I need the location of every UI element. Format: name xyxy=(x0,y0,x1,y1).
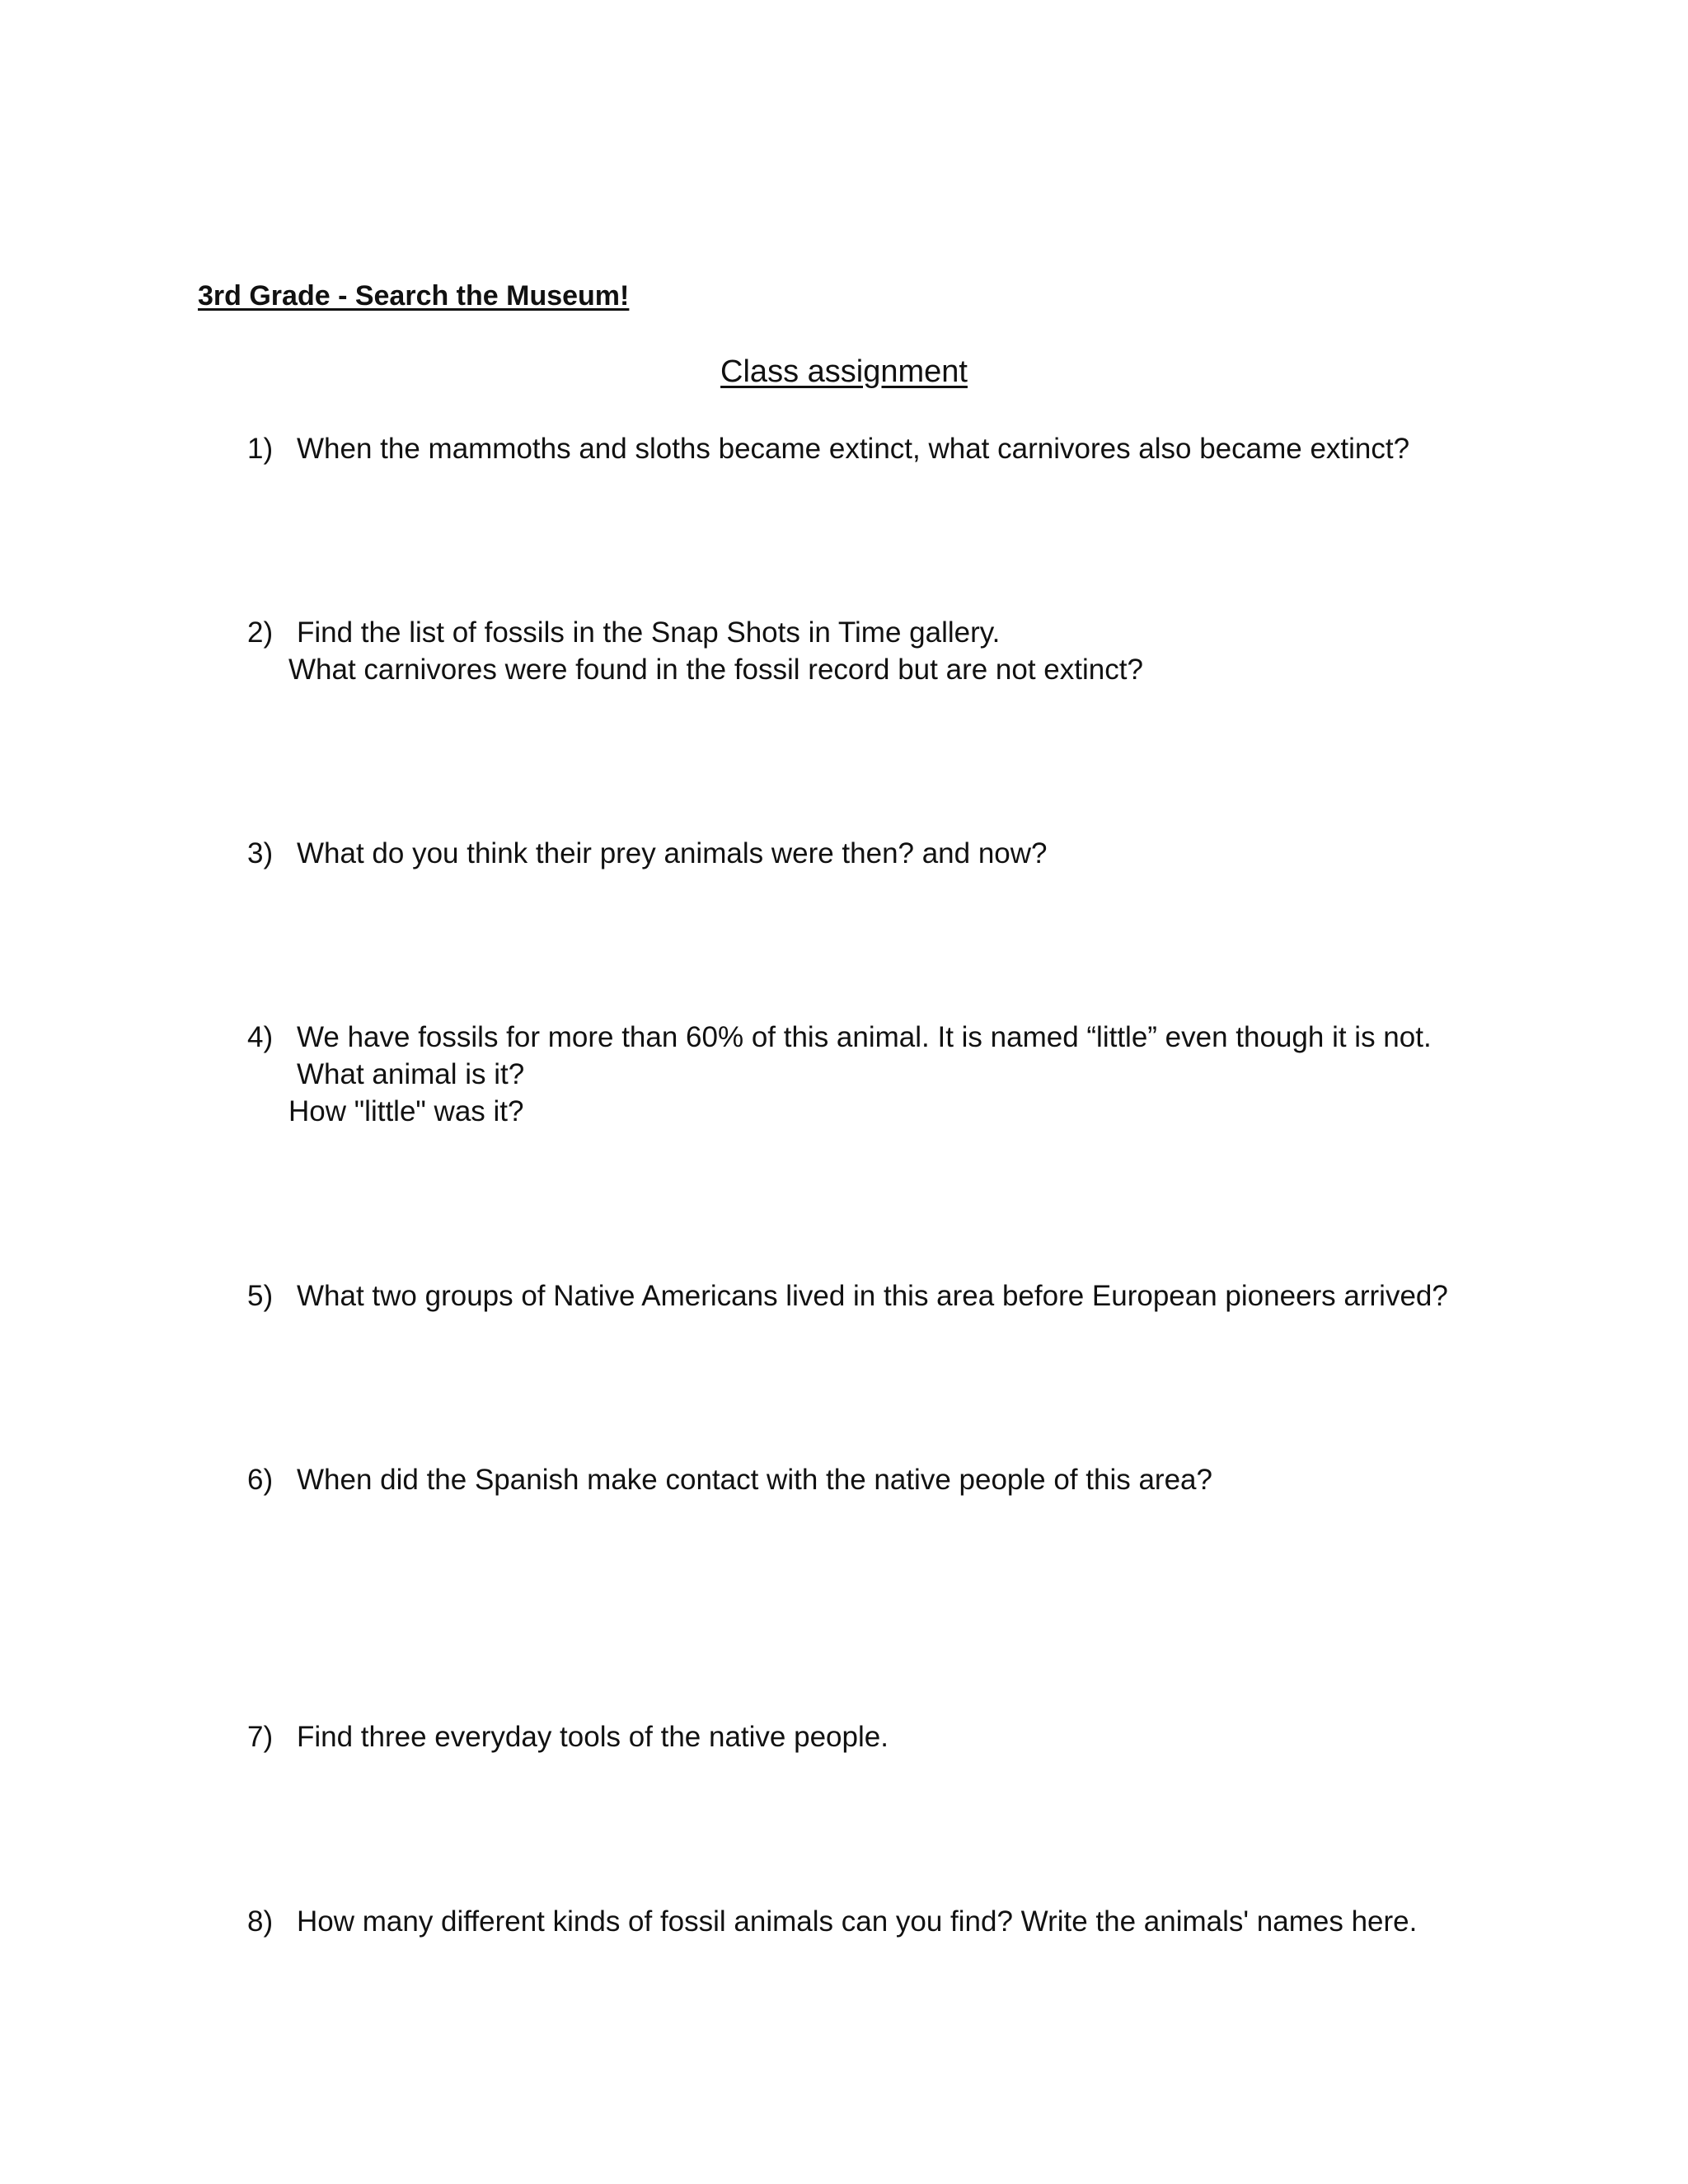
question-number: 8) xyxy=(247,1905,274,1938)
question-text: What two groups of Native Americans lived in this area before European pioneers arrived? xyxy=(297,1280,1448,1312)
question-number: 6) xyxy=(247,1464,274,1496)
worksheet-title: 3rd Grade - Search the Museum! xyxy=(198,280,630,312)
question-text: When the mammoths and sloths became extinct, what carnivores also became extinct? xyxy=(297,433,1410,465)
question-number: 4) xyxy=(247,1021,274,1053)
question-text: What do you think their prey animals were then? and now? xyxy=(297,837,1048,869)
question-text-continued: What carnivores were found in the fossil record but are not extinct? xyxy=(288,654,1143,686)
question-number: 7) xyxy=(247,1721,274,1753)
worksheet-subtitle: Class assignment xyxy=(720,354,968,389)
question-text: When did the Spanish make contact with the native people of this area? xyxy=(297,1464,1212,1496)
question-text: Find the list of fossils in the Snap Shots in Time gallery. xyxy=(297,616,1001,649)
question-number: 2) xyxy=(247,616,274,649)
question-number: 5) xyxy=(247,1280,274,1312)
question-text-continued: What animal is it? xyxy=(297,1058,525,1090)
question-number: 3) xyxy=(247,837,274,869)
question-text: How many different kinds of fossil animals can you find? Write the animals' names here. xyxy=(297,1905,1418,1938)
question-text: We have fossils for more than 60% of this animal. It is named “little” even though it is not. xyxy=(297,1021,1432,1053)
question-text: Find three everyday tools of the native people. xyxy=(297,1721,889,1753)
question-number: 1) xyxy=(247,433,274,465)
question-text-continued: How "little" was it? xyxy=(288,1095,524,1127)
